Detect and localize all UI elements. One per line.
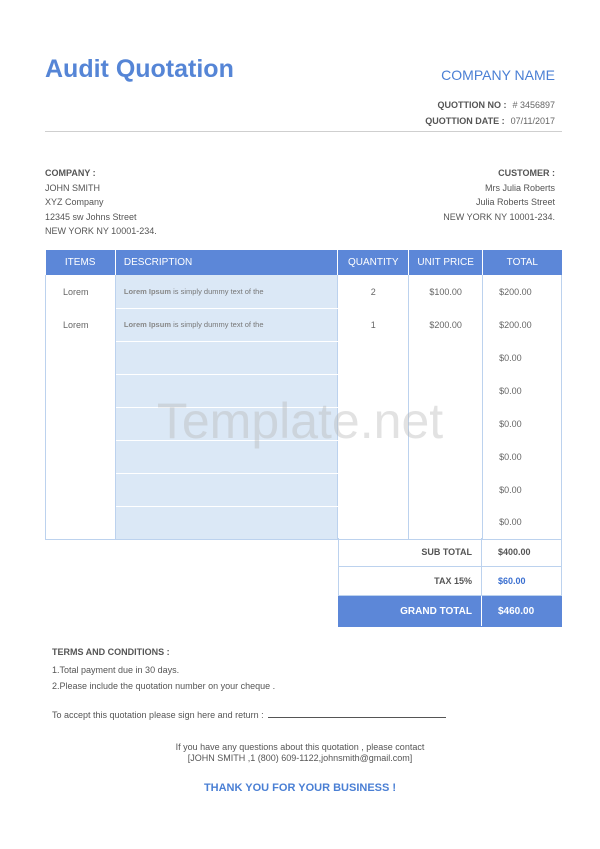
quantity-cell [338,473,409,506]
table-header-row [46,250,562,275]
terms-heading: TERMS AND CONDITIONS : [52,647,170,657]
quotation-number-label: QUOTTION NO : [437,100,507,110]
company-line: NEW YORK NY 10001-234. [45,226,157,237]
company-heading: COMPANY : [45,168,96,178]
table-row [46,440,562,473]
table-row [46,308,562,341]
document-title: Audit Quotation [45,55,234,83]
description-cell [115,440,337,473]
unit-price-cell: $100.00 [409,275,483,308]
quotation-date-label: QUOTTION DATE : [425,116,505,126]
column-header-unit-price: UNIT PRICE [409,250,483,275]
description-cell [115,407,337,440]
signature-section [52,710,446,720]
description-cell [115,473,337,506]
thank-you-message: THANK YOU FOR YOUR BUSINESS ! [203,782,397,794]
signature-line[interactable] [268,710,446,718]
total-cell: $0.00 [483,407,562,440]
quotation-number-value: # 3456897 [512,100,555,110]
table-row [46,341,562,374]
description-bold: Lorem Ipsum [123,320,171,329]
quantity-cell [338,440,409,473]
grand-total-value: $460.00 [498,605,535,617]
unit-price-cell [409,341,483,374]
quotation-date-value: 07/11/2017 [510,116,555,126]
unit-price-cell [409,473,483,506]
tax-row [338,567,562,596]
unit-price-cell [409,374,483,407]
item-cell: Lorem [46,308,116,341]
description-cell [115,341,337,374]
quantity-cell [338,341,409,374]
subtotal-value: $400.00 [498,547,531,557]
terms-item: 2.Please include the quotation number on your cheque . [52,681,276,691]
watermark: Template.net [156,393,444,449]
total-cell: $0.00 [483,374,562,407]
totals-box [338,538,562,627]
customer-heading: CUSTOMER : [498,168,555,178]
table-row [46,473,562,506]
terms-item: 1.Total payment due in 30 days. [52,665,180,675]
description-cell [115,506,337,539]
item-cell [46,374,116,407]
column-header-quantity: QUANTITY [338,250,409,275]
contact-section [0,742,600,764]
table-row [46,407,562,440]
company-name: COMPANY NAME [441,67,555,83]
item-cell [46,506,116,539]
signature-prompt: To accept this quotation please sign here and return : [52,710,264,720]
table-row [46,374,562,407]
total-cell: $0.00 [483,440,562,473]
customer-line: NEW YORK NY 10001-234. [443,211,555,222]
header-divider [45,131,562,132]
unit-price-cell [409,407,483,440]
contact-details: [JOHN SMITH ,1 (800) 609-1122,johnsmith@gmail.com] [187,753,413,763]
company-line: XYZ Company [45,197,104,208]
quantity-cell [338,374,409,407]
description-text: is simply dummy text of the [170,320,264,329]
quantity-cell [338,506,409,539]
description-cell [115,275,337,308]
terms-section [52,644,275,694]
total-cell: $0.00 [483,341,562,374]
description-cell [115,308,337,341]
items-table [45,250,562,540]
unit-price-cell [409,440,483,473]
unit-price-cell [409,506,483,539]
company-block [45,166,157,239]
grand-total-label: GRAND TOTAL [339,596,482,626]
total-cell: $200.00 [483,275,562,308]
company-line: JOHN SMITH [45,182,100,193]
subtotal-label: SUB TOTAL [339,538,482,566]
description-bold: Lorem Ipsum [123,286,171,296]
table-row [46,275,562,308]
quantity-cell: 1 [338,308,409,341]
customer-block [443,166,555,224]
column-header-description: DESCRIPTION [115,250,337,275]
customer-line: Mrs Julia Roberts [484,182,555,193]
subtotal-row [338,538,562,567]
quantity-cell: 2 [338,275,409,308]
description-text: is simply dummy text of the [170,286,264,296]
customer-line: Julia Roberts Street [475,197,555,208]
table-row [46,506,562,539]
item-cell [46,473,116,506]
item-cell: Lorem [46,275,116,308]
description-cell [115,374,337,407]
item-cell [46,440,116,473]
total-cell: $200.00 [483,308,562,341]
grand-total-row [338,596,562,627]
contact-line: If you have any questions about this quotation , please contact [175,742,425,752]
total-cell: $0.00 [483,506,562,539]
company-line: 12345 sw Johns Street [45,211,137,222]
unit-price-cell: $200.00 [409,308,483,341]
column-header-total: TOTAL [483,250,562,275]
item-cell [46,341,116,374]
quotation-date [425,116,555,126]
item-cell [46,407,116,440]
tax-value: $60.00 [498,576,526,586]
column-header-items: ITEMS [46,250,116,275]
quantity-cell [338,407,409,440]
tax-label: TAX 15% [339,567,482,595]
total-cell: $0.00 [483,473,562,506]
quotation-number [437,100,555,110]
